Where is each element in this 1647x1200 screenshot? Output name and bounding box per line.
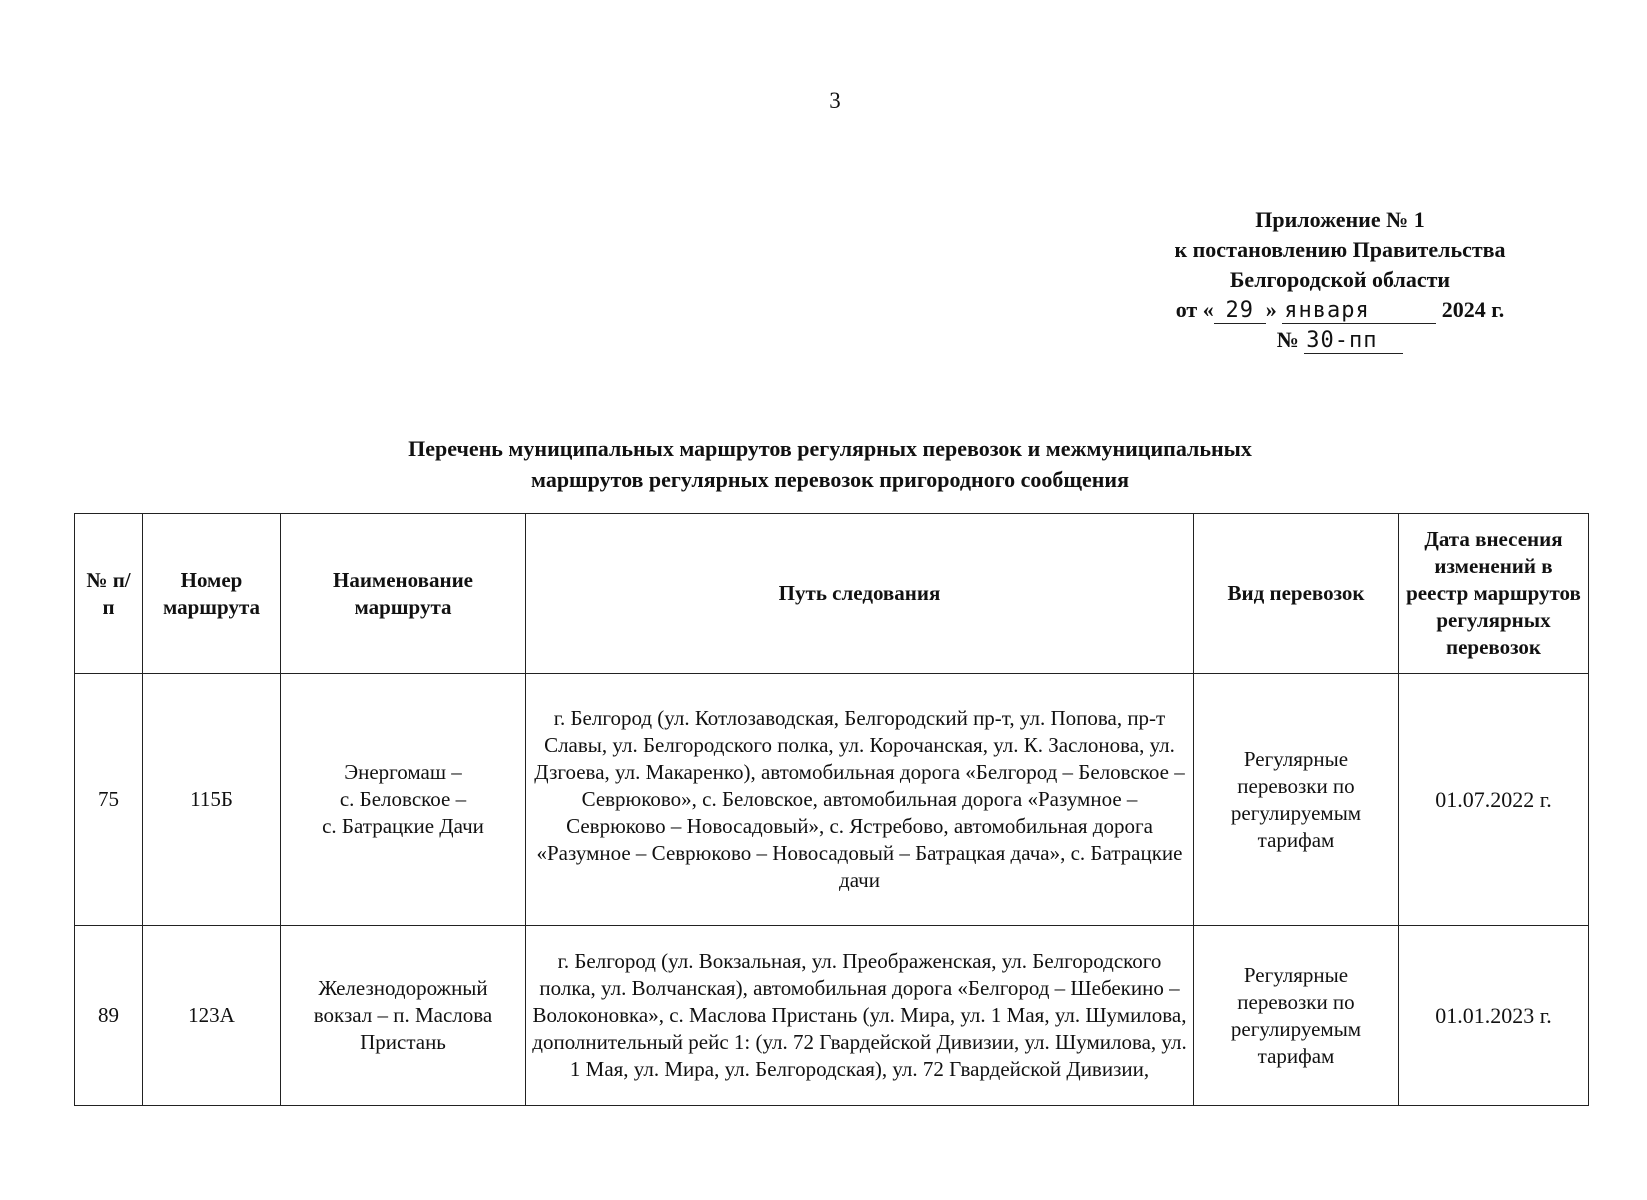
cell-route-name [281,926,526,1106]
number-value: 30-пп [1304,329,1403,354]
appendix-header [1130,205,1550,355]
appendix-line1: Приложение № 1 [1255,207,1425,232]
cell-route-number: 123А [143,926,281,1106]
table-header-row [75,514,1589,674]
header-change-date: Дата внесения изменений в реестр маршрутов регулярных перевозок [1399,514,1589,674]
cell-change-date: 01.01.2023 г. [1399,926,1589,1106]
cell-path: г. Белгород (ул. Вокзальная, ул. Преображенская, ул. Белгородского полка, ул. Волчанская), автомобильная дорога «Белгород – Шебекино – Волоконовка», с. Маслова Пристань (ул. Мира, ул. 1 Мая, ул. Шумилова, дополнительный рейс 1: (ул. 72 Гвардейской Дивизии, ул. Шумилова, ул. 1 Мая, ул. Мира, ул. Белгородская), ул. 72 Гвардейской Дивизии, [526,926,1194,1106]
date-year: 2024 г. [1441,297,1505,322]
cell-change-date: 01.07.2022 г. [1399,674,1589,926]
cell-transport-type: Регулярные перевозки по регулируемым тарифам [1194,926,1399,1106]
route-name-line: с. Батрацкие Дачи [322,814,484,838]
cell-route-number: 115Б [143,674,281,926]
header-index: № п/п [75,514,143,674]
cell-transport-type: Регулярные перевозки по регулируемым тарифам [1194,674,1399,926]
header-route-number: Номер маршрута [143,514,281,674]
route-name-line: Энергомаш – [344,760,462,784]
date-prefix: от « [1175,297,1214,322]
cell-index: 75 [75,674,143,926]
title-line1: Перечень муниципальных маршрутов регулярных перевозок и межмуниципальных [408,436,1252,461]
route-name-line: вокзал – п. Маслова [313,1003,493,1027]
appendix-line2: к постановлению Правительства [1174,237,1506,262]
header-route-name: Наименование маршрута [281,514,526,674]
routes-table [74,513,1589,1106]
route-name-line: Железнодорожный [318,976,488,1000]
cell-index: 89 [75,926,143,1106]
number-prefix: № [1276,327,1299,352]
header-transport-type: Вид перевозок [1194,514,1399,674]
page-bottom-margin [0,1112,1647,1200]
document-title [300,433,1360,495]
route-name-line: с. Беловское – [339,787,467,811]
table-row [75,926,1589,1106]
page-number: 3 [829,88,841,113]
cell-path: г. Белгород (ул. Котлозаводская, Белгородский пр-т, ул. Попова, пр-т Славы, ул. Белгородского полка, ул. Корочанская, ул. К. Заслонова, ул. Дзгоева, ул. Макаренко), автомобильная дорога «Белгород – Беловское – Севрюково», с. Беловское, автомобильная дорога «Разумное – Севрюково – Новосадовый», с. Ястребово, автомобильная дорога «Разумное – Севрюково – Новосадовый – Батрацкая дача», с. Батрацкие дачи [526,674,1194,926]
date-month: января [1282,299,1436,324]
date-mid: » [1265,297,1277,322]
appendix-number-line [1130,325,1550,355]
appendix-date-line [1130,295,1550,325]
route-name-line: Пристань [360,1030,446,1054]
date-day: 29 [1214,299,1266,324]
cell-route-name [281,674,526,926]
title-line2: маршрутов регулярных перевозок пригородного сообщения [530,467,1129,492]
header-path: Путь следования [526,514,1194,674]
appendix-line3: Белгородской области [1229,267,1451,292]
table-row [75,674,1589,926]
